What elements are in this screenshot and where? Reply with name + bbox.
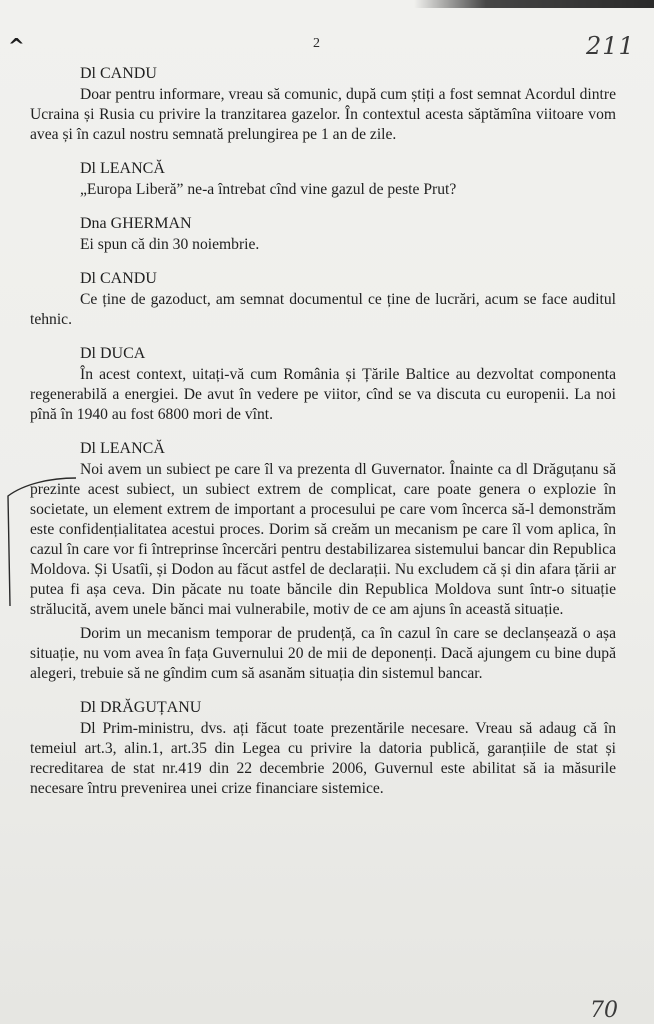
speech-paragraph: Ei spun că din 30 noiembrie. (80, 236, 260, 253)
speaker-name: Dl DRĂGUȚANU (80, 699, 202, 716)
speech-paragraph: Noi avem un subiect pe care îl va prezenta dl Guvernator. Înainte ca dl Drăguțanu să prezinte acest subiect, un subiect extrem de complicat, care poate genera o explozie în societate, un element extrem de important a procesului pe care vom încerca să-l demonstrăm este confidențialitatea acestui proces. Dorim să creăm un mecanism pe care îl vom aplica, în cazul în care vor fi întreprinse încercări pentru destabilizarea sistemului bancar din Republica Moldova. Și Usatîi, și Dodon au făcut astfel de declarații. Nu excludem că și din afara țării ar putea fi așa ceva. Din păcate nu toate băncile din Republica Moldova sunt într-o situație strălucită, avem unele bănci mai vulnerabile, motiv de ce am ajuns în această situație. (30, 461, 616, 618)
handwritten-folio-number: 211 (586, 32, 635, 60)
speech-paragraph: În acest context, uitați-vă cum România și Țările Baltice au dezvoltat componenta regenerabilă a energiei. De avut în vedere pe viitor, cînd se va discuta cu europenii. La noi pînă în 1940 au fost 6800 mori de vînt. (30, 366, 616, 423)
speaker-name: Dl DUCA (80, 345, 146, 362)
transcript-section-3 (30, 214, 616, 255)
speech-paragraph: Dorim un mecanism temporar de prudență, ca în cazul în care se declanșează o așa situație, nu vom avea în fața Guvernului 20 de mii de deponenți. Dacă ajungem cu bine după alegeri, trebuie să ne gîndim cum să asanăm situația din sistemul bancar. (30, 625, 616, 682)
transcript-section-7 (30, 698, 616, 799)
transcript-section-5 (30, 344, 616, 425)
handwritten-bottom-number: 70 (590, 998, 618, 1023)
corner-pen-mark: ^ (8, 34, 25, 58)
transcript-section-6 (30, 439, 616, 684)
speech-paragraph: „Europa Liberă” ne-a întrebat cînd vine gazul de peste Prut? (80, 181, 457, 198)
transcript-section-2 (30, 159, 616, 200)
speaker-name: Dna GHERMAN (80, 215, 192, 232)
speaker-name: Dl LEANCĂ (80, 440, 165, 457)
scan-edge-shadow (414, 0, 654, 8)
page-number: 2 (313, 36, 320, 51)
speaker-name: Dl CANDU (80, 270, 157, 287)
transcript-body (30, 64, 616, 813)
speech-paragraph: Doar pentru informare, vreau să comunic, după cum știți a fost semnat Acordul dintre Ucraina și Rusia cu privire la tranzitarea gazelor. În contextul acesta săptămîna viitoare vom avea și în cazul nostru semnată prelungirea pe 1 an de zile. (30, 86, 616, 143)
transcript-section-1 (30, 64, 616, 145)
speaker-name: Dl CANDU (80, 65, 157, 82)
speaker-name: Dl LEANCĂ (80, 160, 165, 177)
transcript-section-4 (30, 269, 616, 330)
speech-paragraph: Dl Prim-ministru, dvs. ați făcut toate prezentările necesare. Vreau să adaug că în temeiul art.3, alin.1, art.35 din Legea cu privire la datoria publică, garanțiile de stat și recreditarea de stat nr.419 din 22 decembrie 2006, Guvernul este abilitat să ia măsurile necesare întru prevenirea unei crize financiare sistemice. (30, 720, 616, 797)
speech-paragraph: Ce ține de gazoduct, am semnat documentul ce ține de lucrări, acum se face auditul tehnic. (30, 291, 616, 328)
